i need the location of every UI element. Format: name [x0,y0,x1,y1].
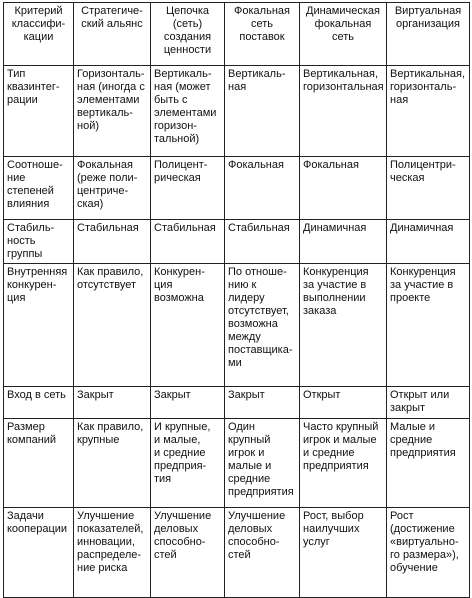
header-cell-focal-supply-network: Фокальная сеть поставок [225,3,300,66]
table-cell: Стабильная [151,220,225,264]
table-cell: Конкурен- ция возможна [151,264,225,387]
table-cell: Рост, выбор наилучших услуг [300,508,387,598]
table-row [4,264,470,387]
header-cell-dynamic-focal-network: Динамическая фокальная сеть [300,3,387,66]
table-cell: Открыт [300,387,387,419]
table-cell: И крупные, и малые, и средние предприя- тия [151,419,225,508]
table-cell: Стабильная [225,220,300,264]
table-row [4,419,470,508]
header-cell-strategic-alliance: Стратегиче- ский альянс [74,3,151,66]
row-label-cell: Вход в сеть [4,387,74,419]
table-cell: Закрыт [225,387,300,419]
table-cell: Малые и средние предприятия [387,419,470,508]
table-cell: Фокальная (реже поли- центриче- ская) [74,157,151,220]
table-row [4,508,470,598]
row-label-cell: Соотноше- ние степеней влияния [4,157,74,220]
header-cell-virtual-organization: Виртуальная организация [387,3,470,66]
header-row [4,3,470,66]
table-cell: Улучшение деловых способно- стей [151,508,225,598]
table-cell: Вертикальная, горизонтальная [300,66,387,157]
comparison-table [3,2,470,598]
table-cell: Динамичная [300,220,387,264]
table-cell: Вертикальная, горизонталь- ная [387,66,470,157]
table-cell: Стабильная [74,220,151,264]
table-cell: Полицент- рическая [151,157,225,220]
row-label-cell: Размер компаний [4,419,74,508]
row-label-cell: Задачи кооперации [4,508,74,598]
row-label-cell: Внутренняя конкурен- ция [4,264,74,387]
table-cell: Горизонталь- ная (иногда с элементами вертикаль- ной) [74,66,151,157]
table-cell: Улучшение показателей, инновации, распределе- ние риска [74,508,151,598]
table-cell: Вертикаль- ная [225,66,300,157]
table-cell: Динамичная [387,220,470,264]
table-cell: Конкуренция за участие в проекте [387,264,470,387]
row-label-cell: Тип квазинтег- рации [4,66,74,157]
table-cell: Улучшение деловых способно- стей [225,508,300,598]
table-cell: Фокальная [225,157,300,220]
table-cell: Открыт или закрыт [387,387,470,419]
header-cell-criterion: Критерий классифи- кации [4,3,74,66]
table-cell: Один крупный игрок и малые и средние предприятия [225,419,300,508]
table-cell: Закрыт [151,387,225,419]
table-cell: Часто крупный игрок и малые и средние предприятия [300,419,387,508]
table-row [4,220,470,264]
table-cell: По отноше- нию к лидеру отсутствует, возможна между поставщика- ми [225,264,300,387]
table-row [4,157,470,220]
table-cell: Как правило, крупные [74,419,151,508]
table-cell: Фокальная [300,157,387,220]
header-cell-value-chain: Цепочка (сеть) создания ценности [151,3,225,66]
table-cell: Полицентри- ческая [387,157,470,220]
table-cell: Конкуренция за участие в выполнении заказа [300,264,387,387]
table-cell: Закрыт [74,387,151,419]
table-cell: Как правило, отсутствует [74,264,151,387]
table-row [4,387,470,419]
table-cell: Рост (достижение «виртуально- го размера»), обучение [387,508,470,598]
row-label-cell: Стабиль- ность группы [4,220,74,264]
table-cell: Вертикаль- ная (может быть с элементами горизон- тальной) [151,66,225,157]
table-row [4,66,470,157]
